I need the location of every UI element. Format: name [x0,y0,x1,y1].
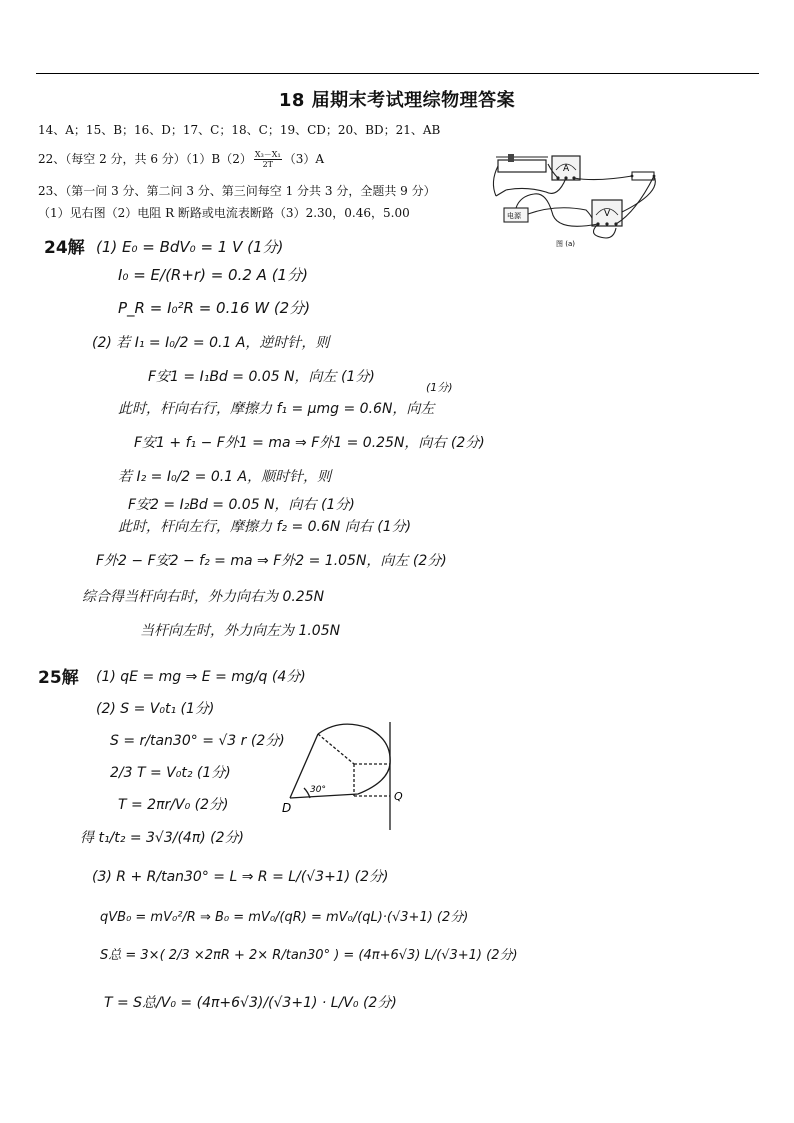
q24-line-7: 此时，杆向右行，摩擦力 f₁ = μmg = 0.6N，向左 [118,401,435,417]
q22-frac-den: 2T [262,160,274,169]
q24-line-1: (1) E₀ = BdV₀ = 1 V (1分) [96,238,284,256]
q25-label: 25解 [38,668,79,688]
trajectory-arc [290,724,390,798]
q25-line-2: (2) S = V₀t₁ (1分) [96,701,215,717]
q24-line-5: F安1 = I₁Bd = 0.05 N，向左 (1分) [148,369,375,385]
battery-label: 电源 [507,212,521,220]
q23-line2: （1）见右图（2）电阻 R 断路或电流表断路（3）2.30，0.46，5.00 [38,206,410,220]
q25-line-3: S = r/tan30° = √3 r (2分) [110,733,285,749]
q24-line-13: 综合得当杆向右时，外力向右为 0.25N [82,589,325,605]
q22-prefix: 22、（每空 2 分，共 6 分）（1）B（2） [38,152,252,166]
rheostat-slider [508,154,514,162]
q22-suffix: （3）A [283,152,325,166]
voltmeter-label: V [604,209,611,219]
q24-line-8: F安1 + f₁ − F外1 = ma ⇒ F外1 = 0.25N，向右 (2分) [134,435,485,451]
q24-line-12: F外2 − F安2 − f₂ = ma ⇒ F外2 = 1.05N，向左 (2分) [96,553,447,569]
q25-line-5: T = 2πr/V₀ (2分) [118,797,229,813]
rheostat [498,160,546,172]
q23-line1: 23、（第一问 3 分、第二问 3 分、第三问每空 1 分共 3 分，全题共 9 分） [38,184,436,198]
page-title: 18 届期末考试理综物理答案 [278,90,516,111]
q24-line-11: 此时，杆向左行，摩擦力 f₂ = 0.6N 向右 (1分) [118,519,412,535]
figure-caption: 图 (a) [556,240,575,248]
voltmeter-terminal [605,222,608,225]
q24-line-3: P_R = I₀²R = 0.16 W (2分) [118,299,311,317]
trajectory-figure [280,716,420,836]
q24-line-10: F安2 = I₂Bd = 0.05 N，向右 (1分) [128,497,355,513]
q25-line-10: T = S总/V₀ = (4π+6√3)/(√3+1) · L/V₀ (2分) [104,995,397,1011]
q25-line-6: 得 t₁/t₂ = 3√3/(4π) (2分) [80,830,244,846]
circuit-figure [486,152,666,252]
q24-line-9: 若 I₂ = I₀/2 = 0.1 A，顺时针，则 [118,469,332,485]
point-d-label: D [282,801,292,815]
q24-line-4: (2) 若 I₁ = I₀/2 = 0.1 A，逆时针，则 [92,335,330,351]
resistor [632,172,654,180]
q22-frac-num: X₃－X₁ [254,150,281,159]
angle-label: 30° [310,785,326,795]
q25-line-4: 2/3 T = V₀t₂ (1分) [110,765,231,781]
q22-fraction [254,150,282,169]
q25-line-7: (3) R + R/tan30° = L ⇒ R = L/(√3+1) (2分) [92,869,389,885]
q24-label: 24解 [44,238,85,258]
q22-line [38,150,324,169]
q25-line-8: qVB₀ = mV₀²/R ⇒ B₀ = mV₀/(qR) = mV₀/(qL)·(√3+1) (2分) [100,910,469,925]
q24-line-6: (1分) [426,381,453,394]
q24-line-2: I₀ = E/(R+r) = 0.2 A (1分) [118,266,308,284]
switch [496,190,506,196]
header-rule [36,73,759,74]
q25-line-1: (1) qE = mg ⇒ E = mg/q (4分) [96,669,306,685]
choice-answers: 14、A；15、B；16、D；17、C；18、C；19、CD；20、BD；21、AB [38,123,441,137]
q24-line-14: 当杆向左时，外力向左为 1.05N [140,623,341,639]
point-q-label: Q [394,790,403,803]
ammeter-label: A [563,164,570,174]
q25-line-9: S总 = 3×( 2/3 ×2πR + 2× R/tan30° ) = (4π+6√3) L/(√3+1) (2分) [100,948,518,963]
radius-dashed [318,734,354,764]
